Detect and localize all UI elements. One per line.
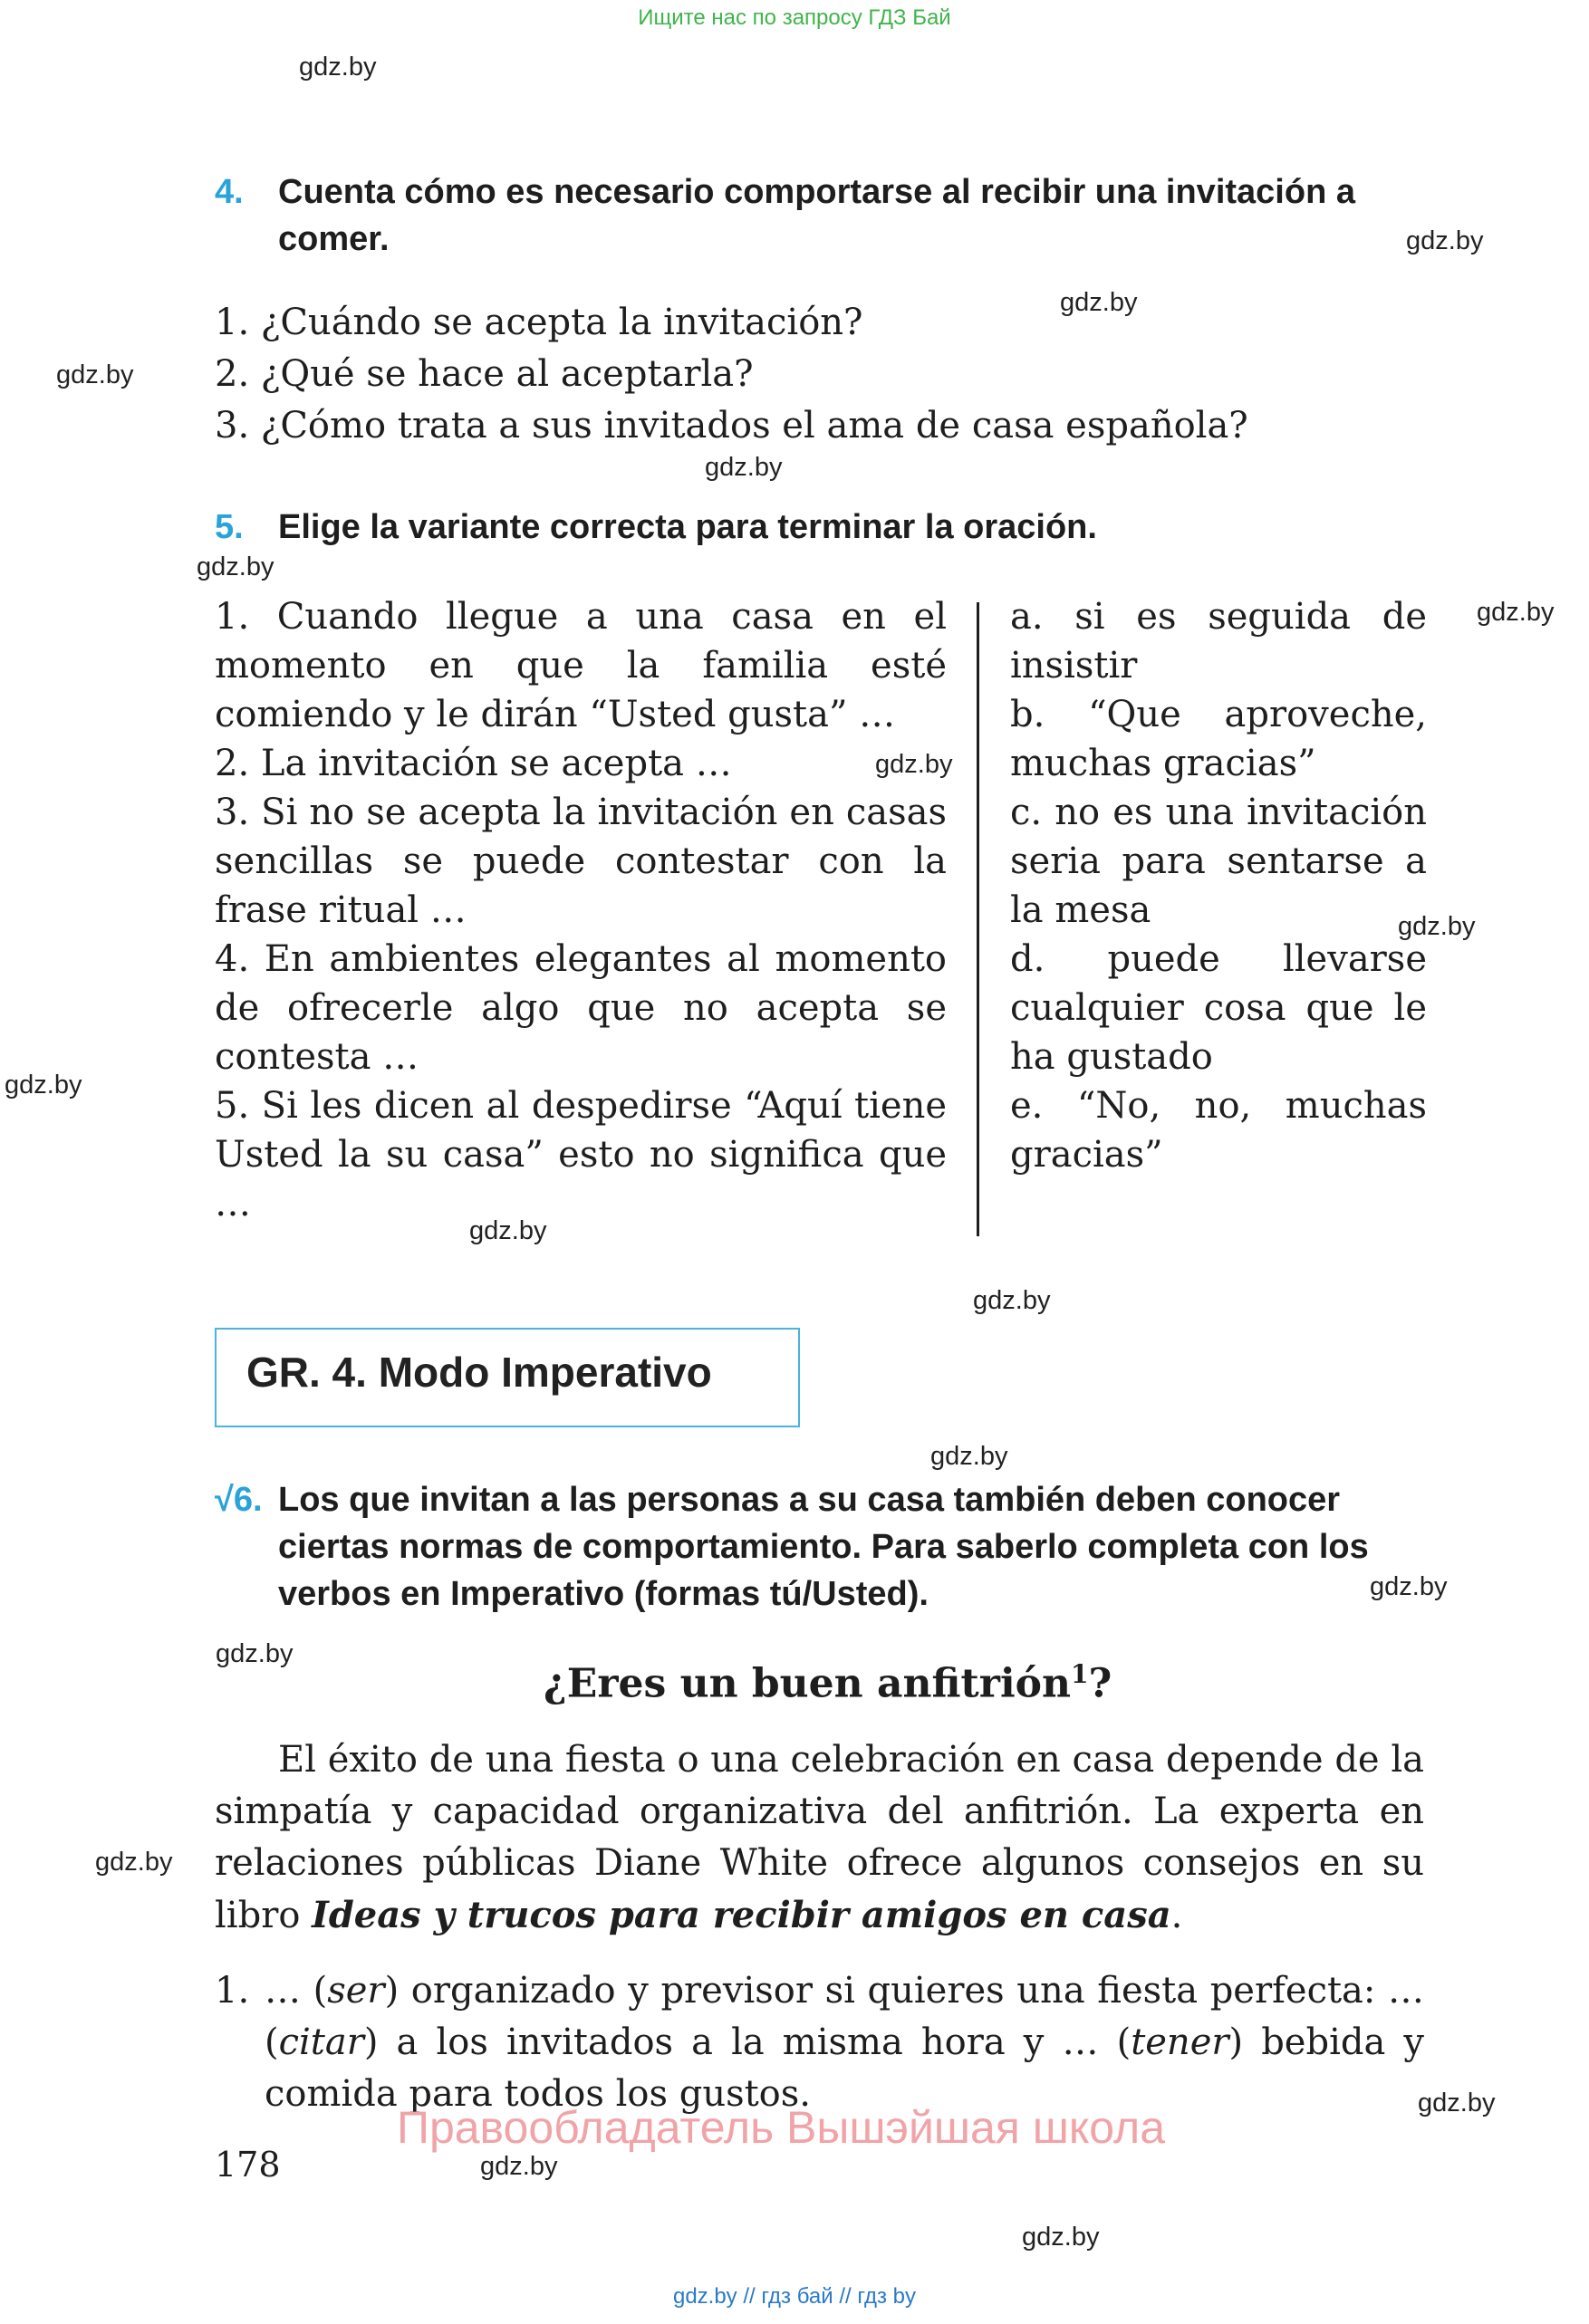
watermark: gdz.by [1418, 2089, 1496, 2118]
watermark: gdz.by [930, 1442, 1008, 1471]
copyright-notice: Правообладатель Вышэйшая школа [397, 2102, 1165, 2153]
task5-left-item: 3. Si no se acepta la invitación en casas sencillas se puede contestar con la frase ritual … [215, 792, 947, 931]
footer-links[interactable]: gdz.by // гдз бай // гдз by [672, 2284, 917, 2309]
verb: citar [278, 2021, 364, 2063]
verb: ser [327, 1970, 385, 2012]
intro-paragraph [215, 1734, 1424, 1942]
task4-question: 1. ¿Cuándo se acepta la invitación? [215, 302, 863, 343]
task5-right-item: a. si es seguida de insistir [1010, 596, 1427, 687]
task4-number: 4. [215, 173, 244, 211]
task5-left-column [215, 592, 947, 1228]
story-title-text: ¿Eres un buen anfitrión [544, 1660, 1071, 1707]
exercise-text: ) bebida y comida para todos los gustos. [265, 2021, 1425, 2115]
task4-title: Cuenta cómo es necesario comportarse al recibir una invitación a comer. [278, 173, 1355, 258]
watermark: gdz.by [480, 2152, 558, 2181]
exercise-item-number: 1. [215, 1970, 250, 2012]
task5-right-item: d. puede llevarse cualquier cosa que le ha gustado [1010, 938, 1427, 1078]
watermark: gdz.by [197, 552, 274, 581]
exercise-text: ) organizado y previsor si quieres una fiesta perfecta: … ( [265, 1970, 1425, 2063]
watermark: gdz.by [705, 453, 783, 482]
column-divider [977, 602, 979, 1236]
task5-left-item: 4. En ambientes elegantes al momento de ofrecerle algo que no acepta se contesta … [215, 938, 947, 1078]
task6-title: Los que invitan a las personas a su casa también deben conocer ciertas normas de comportamiento. Para saberlo completa con los verbos en Imperativo (formas tú/Usted). [278, 1481, 1369, 1613]
paragraph-text: El éxito de una fiesta o una celebración en casa depende de la simpatía y capacidad organizativa del anfitrión. La experta en relaciones públicas Diane White ofrece algunos consejos en su libro [215, 1739, 1424, 1936]
task4-heading [215, 168, 1429, 263]
watermark: gdz.by [1060, 288, 1138, 317]
watermark: gdz.by [56, 360, 134, 389]
watermark: gdz.by [299, 53, 377, 82]
exercise-text: ) a los invitados a la misma hora y … ( [363, 2021, 1132, 2063]
story-title-end: ? [1088, 1660, 1112, 1707]
task5-left-item: 1. Cuando llegue a una casa en el momento en que la familia esté comiendo y le dirán “Usted gusta” … [215, 596, 947, 735]
watermark: gdz.by [1477, 598, 1555, 627]
grammar-title: GR. 4. Modo Imperativo [246, 1349, 712, 1396]
task6-number: √6. [215, 1481, 263, 1519]
task5-left-item: 5. Si les dicen al despedirse “Aquí tiene Usted la su casa” esto no significa que … [215, 1085, 947, 1224]
watermark: gdz.by [1370, 1572, 1448, 1601]
story-title [544, 1659, 1112, 1707]
page-number: 178 [215, 2145, 281, 2185]
watermark: gdz.by [973, 1286, 1051, 1315]
task6-heading [215, 1476, 1429, 1618]
task4-question: 2. ¿Qué se hace al aceptarla? [215, 353, 754, 395]
watermark: gdz.by [95, 1848, 173, 1877]
watermark: gdz.by [469, 1216, 547, 1245]
footnote-marker: 1 [1071, 1659, 1089, 1689]
task5-left-item: 2. La invitación se acepta … [215, 743, 732, 784]
task5-right-column [1010, 592, 1427, 1179]
exercise-text: … ( [265, 1970, 328, 2012]
watermark: gdz.by [5, 1071, 82, 1100]
watermark: gdz.by [1022, 2223, 1100, 2252]
paragraph-end: . [1170, 1895, 1183, 1936]
task5-heading [215, 504, 1429, 551]
task5-right-item: e. “No, no, muchas gracias” [1010, 1085, 1427, 1176]
watermark: gdz.by [1406, 226, 1484, 255]
task5-right-item: c. no es una invitación seria para sentarse a la mesa [1010, 792, 1427, 931]
task5-title: Elige la variante correcta para terminar la oración. [278, 508, 1097, 546]
verb: tener [1131, 2021, 1229, 2063]
watermark: gdz.by [1398, 912, 1476, 941]
watermark: gdz.by [216, 1639, 294, 1668]
book-title: Ideas y trucos para recibir amigos en casa [312, 1894, 1171, 1936]
exercise-item [215, 1965, 1424, 2120]
task4-question: 3. ¿Cómo trata a sus invitados el ama de casa española? [215, 405, 1248, 447]
task5-right-item: b. “Que aproveche, muchas gracias” [1010, 694, 1427, 784]
watermark: gdz.by [875, 750, 953, 779]
top-banner[interactable]: Ищите нас по запросу ГДЗ Бай [638, 5, 951, 30]
task5-number: 5. [215, 508, 244, 546]
